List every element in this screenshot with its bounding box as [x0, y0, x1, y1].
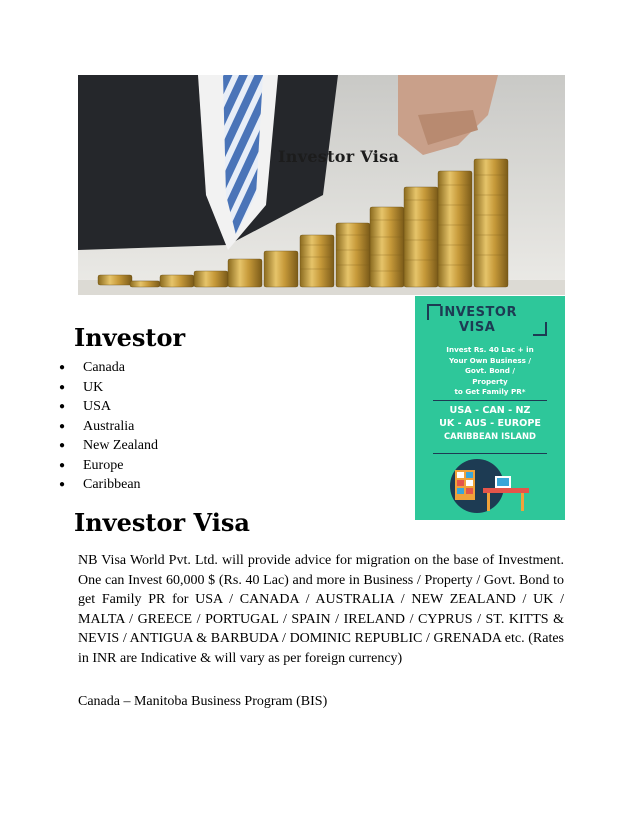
country-name: Caribbean — [83, 477, 141, 492]
banner-body-line: to Get Family PR* — [454, 387, 526, 397]
banner-body-line: Invest Rs. 40 Lac + in — [446, 345, 534, 354]
country-name: Canada — [83, 360, 125, 375]
bullet-icon: ● — [59, 420, 66, 432]
frame-corner-bottom-right — [533, 322, 547, 336]
list-item — [57, 378, 158, 398]
bullet-icon: ● — [59, 401, 66, 412]
country-name: Australia — [83, 418, 135, 434]
list-item — [57, 456, 158, 476]
bullet-icon: ● — [59, 459, 66, 471]
banner-countries-line2: UK - AUS - EUROPE — [439, 418, 541, 429]
banner-body-line: Govt. Bond / — [465, 366, 515, 376]
divider — [433, 400, 547, 401]
coin-stacks-illustration — [78, 75, 565, 295]
investor-visa-description: NB Visa World Pvt. Ltd. will provide advice for migration on the base of Investment. One can Invest 60,000 $ (Rs. 40 Lac) and more in Business / Property / Govt. Bond to get Family PR for USA / CANADA / AUSTRALIA / NEW ZEALAND / UK / MALTA / GREECE / PORTUGAL / SPAIN / IRELAND / CYPRUS / ST. KITTS & NEVIS / ANTIGUA & BARBUDA / DOMINIC REPUBLIC / GRENADA etc. (Rates in INR are Indicative & will vary as per foreign currency) — [78, 553, 564, 666]
banner-body-line: Your Own Business / — [448, 355, 532, 365]
divider — [433, 453, 547, 454]
banner-countries-line1: USA - CAN - NZ — [449, 405, 531, 416]
list-item — [57, 358, 158, 378]
banner-body-line: Property — [472, 376, 508, 386]
office-desk-illustration — [443, 458, 537, 514]
hero-image — [78, 75, 565, 295]
country-list — [57, 358, 158, 495]
country-name: New Zealand — [83, 438, 159, 453]
banner-body — [421, 345, 559, 398]
bullet-icon: ● — [59, 479, 66, 490]
section-heading-investor: Investor — [74, 323, 186, 352]
bullet-icon: ● — [59, 440, 66, 451]
bullet-icon: ● — [59, 381, 66, 393]
list-item — [57, 417, 158, 437]
banner-countries-line3: CARIBBEAN ISLAND — [443, 431, 536, 441]
list-item — [57, 475, 158, 495]
country-name: UK — [83, 379, 104, 395]
hero-title: Investor Visa — [278, 147, 400, 166]
banner-heading-line2: VISA — [459, 320, 496, 335]
country-name: Europe — [83, 457, 124, 473]
country-name: USA — [83, 399, 112, 414]
program-subline: Canada – Manitoba Business Program (BIS) — [78, 694, 328, 709]
section-heading-investor-visa: Investor Visa — [74, 508, 250, 537]
bullet-icon: ● — [59, 362, 66, 373]
list-item — [57, 397, 158, 417]
investor-visa-banner — [415, 296, 565, 520]
banner-countries — [419, 404, 561, 443]
list-item — [57, 436, 158, 456]
banner-heading-line1: INVESTOR — [439, 305, 517, 320]
